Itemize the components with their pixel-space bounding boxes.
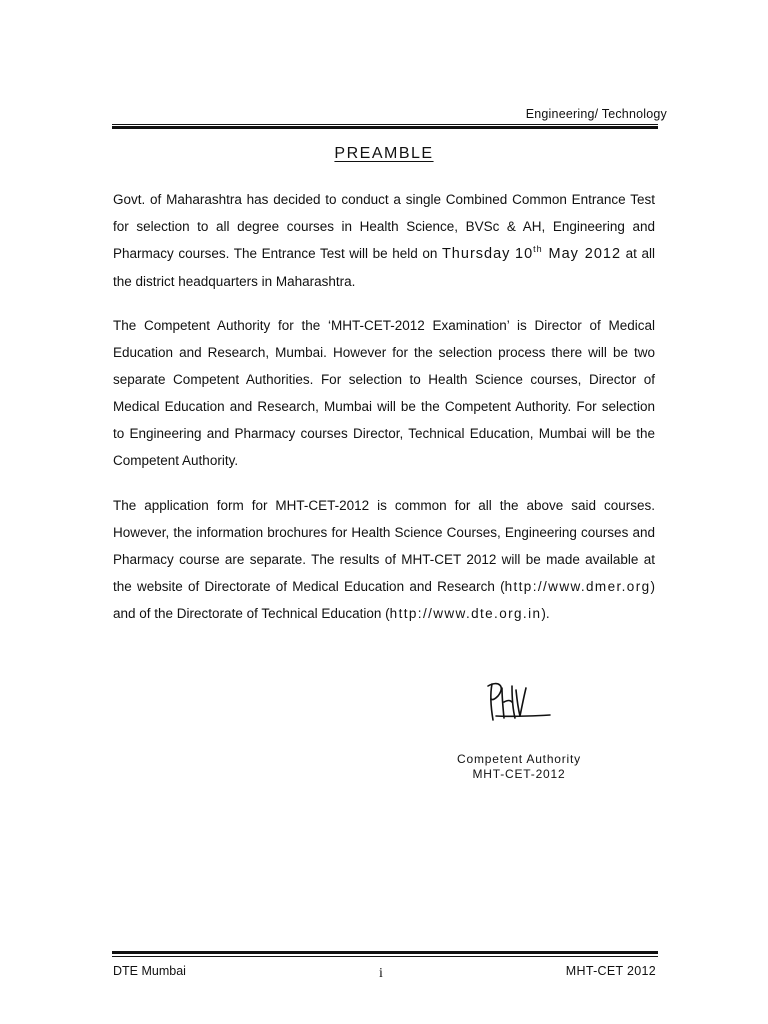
signature-image <box>482 676 562 726</box>
signatory-title: Competent Authority <box>457 752 581 766</box>
header-rule-thin <box>112 124 658 125</box>
footer-rule-thick <box>112 951 658 954</box>
dte-link[interactable]: http://www.dte.org.in <box>389 606 542 621</box>
section-header: Engineering/ Technology <box>525 107 667 121</box>
footer-right: MHT-CET 2012 <box>565 964 656 978</box>
signature-caption <box>419 752 619 782</box>
paragraph-competent-authority: The Competent Authority for the ‘MHT-CET-2012 Examination’ is Director of Medical Education and Research, Mumbai. However for the selection process there will be two separate Competent Authorities. For selection to Health Science courses, Director of Medical Education and Research, Mumbai will be the Competent Authority. For selection to Engineering and Pharmacy courses Director, Technical Education, Mumbai will be the Competent Authority. <box>113 318 655 468</box>
footer-left: DTE Mumbai <box>113 964 186 978</box>
footer-rule-thin <box>112 956 658 957</box>
dmer-link[interactable]: http://www.dmer.org <box>504 579 651 594</box>
paragraph-application: The application form for MHT-CET-2012 is common for all the above said courses. However, the information brochures for Health Science Courses, Engineering courses and Pharmacy course are separate. The results of MHT-CET 2012 will be made available at the website of Directorate of Medical Education and Research (http://www.dmer.org) and of the Directorate of Technical Education (http://www.dte.org.in). <box>113 498 655 621</box>
paragraph-intro: Govt. of Maharashtra has decided to conduct a single Combined Common Entrance Test for selection to all degree courses in Health Science, BVSc & AH, Engineering and Pharmacy courses. The Entrance Test will be held on Thursday 10th May 2012 at all the district headquarters in Maharashtra. <box>113 192 655 289</box>
page-number: i <box>379 966 383 981</box>
header-rule-thick <box>112 126 658 129</box>
signatory-exam: MHT-CET-2012 <box>472 767 566 781</box>
page-title: PREAMBLE <box>334 145 434 162</box>
